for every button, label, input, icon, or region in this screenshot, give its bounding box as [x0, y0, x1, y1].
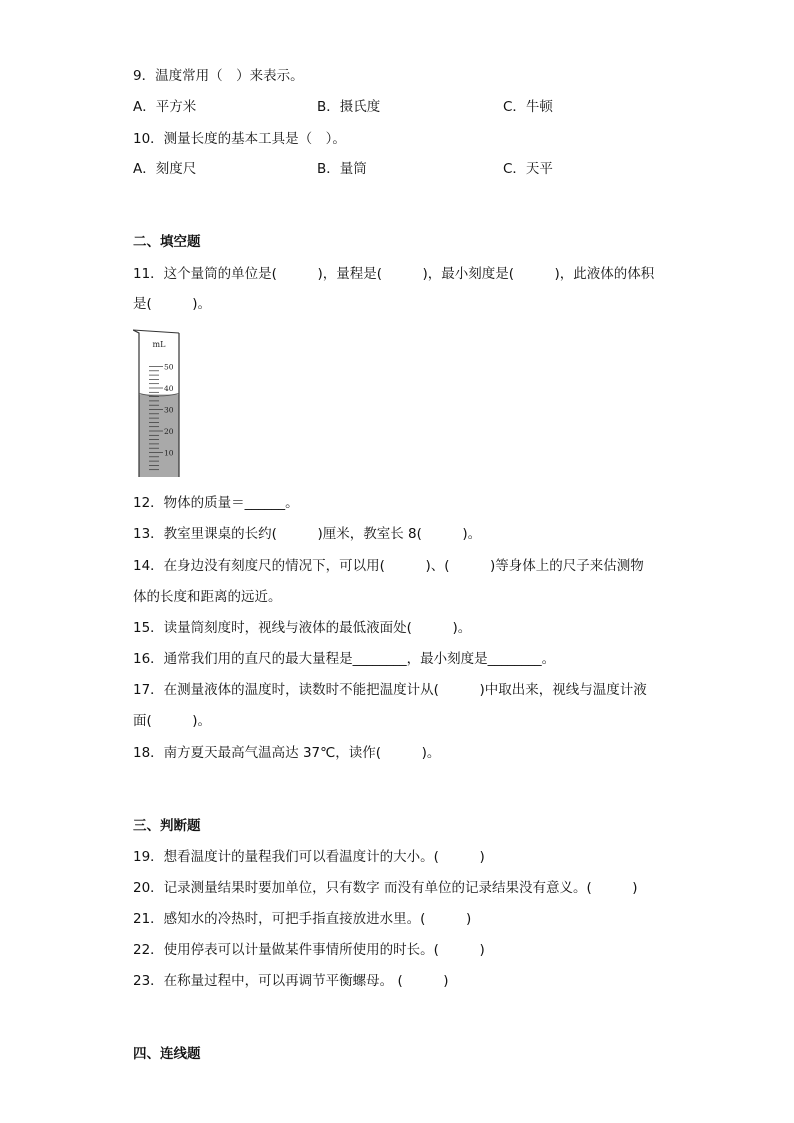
question-17-line-2: 面( )。	[133, 713, 212, 729]
tick-label: 50	[164, 362, 174, 372]
question-9-option-a: A．平方米	[133, 99, 197, 115]
cylinder-spout	[133, 330, 179, 333]
question-10-stem: 10．测量长度的基本工具是（ ）。	[133, 131, 346, 147]
question-10-option-a: A．刻度尺	[133, 161, 197, 177]
section-heading-judge: 三、判断题	[133, 818, 201, 834]
question-20: 20．记录测量结果时要加单位，只有数字 而没有单位的记录结果没有意义。( )	[133, 880, 638, 896]
question-23: 23．在称量过程中，可以再调节平衡螺母。 ( )	[133, 973, 449, 989]
tick-label: 20	[164, 427, 174, 436]
question-16: 16．通常我们用的直尺的最大量程是________，最小刻度是________。	[133, 651, 556, 667]
question-15: 15．读量筒刻度时，视线与液体的最低液面处( )。	[133, 620, 472, 636]
question-11-line-2: 是( )。	[133, 296, 212, 312]
question-13: 13．教室里课桌的长约( )厘米，教室长 8( )。	[133, 526, 482, 542]
question-22: 22．使用停表可以计量做某件事情所使用的时长。( )	[133, 942, 485, 958]
question-11-line-1: 11．这个量筒的单位是( )，量程是( )，最小刻度是( )，此液体的体积	[133, 266, 655, 282]
question-14-line-2: 体的长度和距离的远近。	[133, 589, 282, 605]
section-heading-fill: 二、填空题	[133, 234, 201, 250]
tick-label: 10	[164, 448, 174, 458]
question-10-option-b: B．量筒	[317, 161, 367, 177]
section-heading-match: 四、连线题	[133, 1046, 201, 1062]
question-18: 18．南方夏天最高气温高达 37℃，读作( )。	[133, 745, 441, 761]
question-21: 21．感知水的冷热时，可把手指直接放进水里。( )	[133, 911, 472, 927]
tick-label: 40	[164, 384, 174, 393]
question-19: 19．想看温度计的量程我们可以看温度计的大小。( )	[133, 849, 485, 865]
tick-label: 30	[164, 405, 174, 415]
question-9-stem: 9．温度常用（ ）来表示。	[133, 68, 304, 84]
cylinder-unit-label: mL	[152, 340, 166, 349]
question-14-line-1: 14．在身边没有刻度尺的情况下，可以用( )、( )等身体上的尺子来估测物	[133, 558, 644, 574]
question-9-option-c: C．牛顿	[503, 99, 553, 115]
question-9-option-b: B．摄氏度	[317, 99, 381, 115]
question-17-line-1: 17．在测量液体的温度时，读数时不能把温度计从( )中取出来，视线与温度计液	[133, 682, 647, 698]
question-12: 12．物体的质量＝______。	[133, 495, 299, 511]
graduated-cylinder-figure	[133, 328, 185, 478]
question-10-option-c: C．天平	[503, 161, 553, 177]
